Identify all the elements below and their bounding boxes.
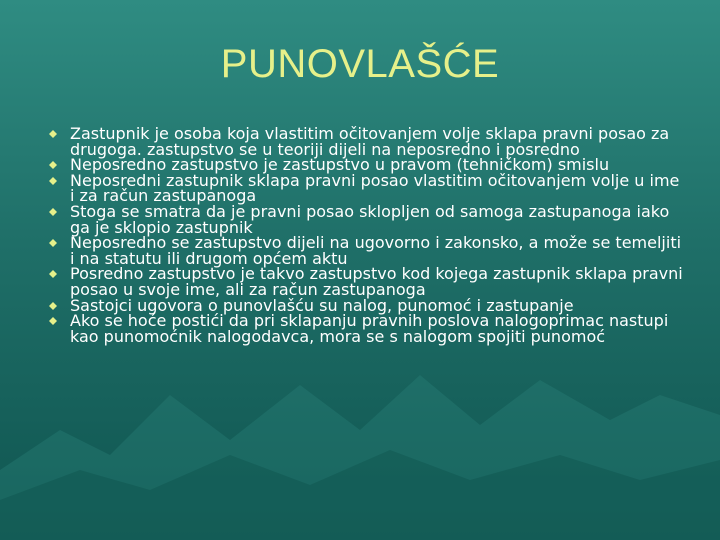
bullet-text: Neposredno zastupstvo je zastupstvo u pravom (tehničkom) smislu [70,155,610,175]
bullet-item [44,235,684,266]
bullet-text: Posredno zastupstvo je takvo zastupstvo kod kojega zastupnik sklapa pravni posao u svoje ime, ali za račun zastupanoga [70,264,683,299]
slide-title: PUNOVLAŠĆE [220,42,500,86]
bullet-text: Sastojci ugovora o punovlašću su nalog, punomoć i zastupanje [70,295,574,315]
bullet-item [44,126,684,157]
bullet-text: Neposredno se zastupstvo dijeli na ugovorno i zakonsko, a može se temeljiti i na statutu ili drugom općem aktu [70,233,682,268]
diamond-icon [49,161,57,169]
bullet-text: Ako se hoće postići da pri sklapanju pravnih poslova nalogoprimac nastupi kao punomoćnik nalogodavca, mora se s nalogom spojiti punomoć [70,311,669,346]
diamond-icon [49,239,57,247]
bullet-item [44,266,684,297]
diamond-icon [49,270,57,278]
bullet-text: Neposredni zastupnik sklapa pravni posao vlastitim očitovanjem volje u ime i za račun zastupanoga [70,170,680,206]
bullet-item [44,313,684,344]
bullet-item [44,201,684,237]
bullet-text: Stoga se smatra da je pravni posao sklopljen od samoga zastupanoga iako ga je sklopio zastupnik [70,201,670,237]
bullet-text: Zastupnik je osoba koja vlastitim očitovanjem volje sklapa pravni posao za drugoga. zastupstvo se u teoriji dijeli na neposredno i posredno [70,124,670,159]
diamond-icon [49,317,57,325]
diamond-icon [49,177,57,185]
bullet-list [44,126,684,344]
diamond-icon [49,208,57,216]
bullet-item [44,170,684,206]
diamond-icon [49,302,57,310]
diamond-icon [49,130,57,138]
